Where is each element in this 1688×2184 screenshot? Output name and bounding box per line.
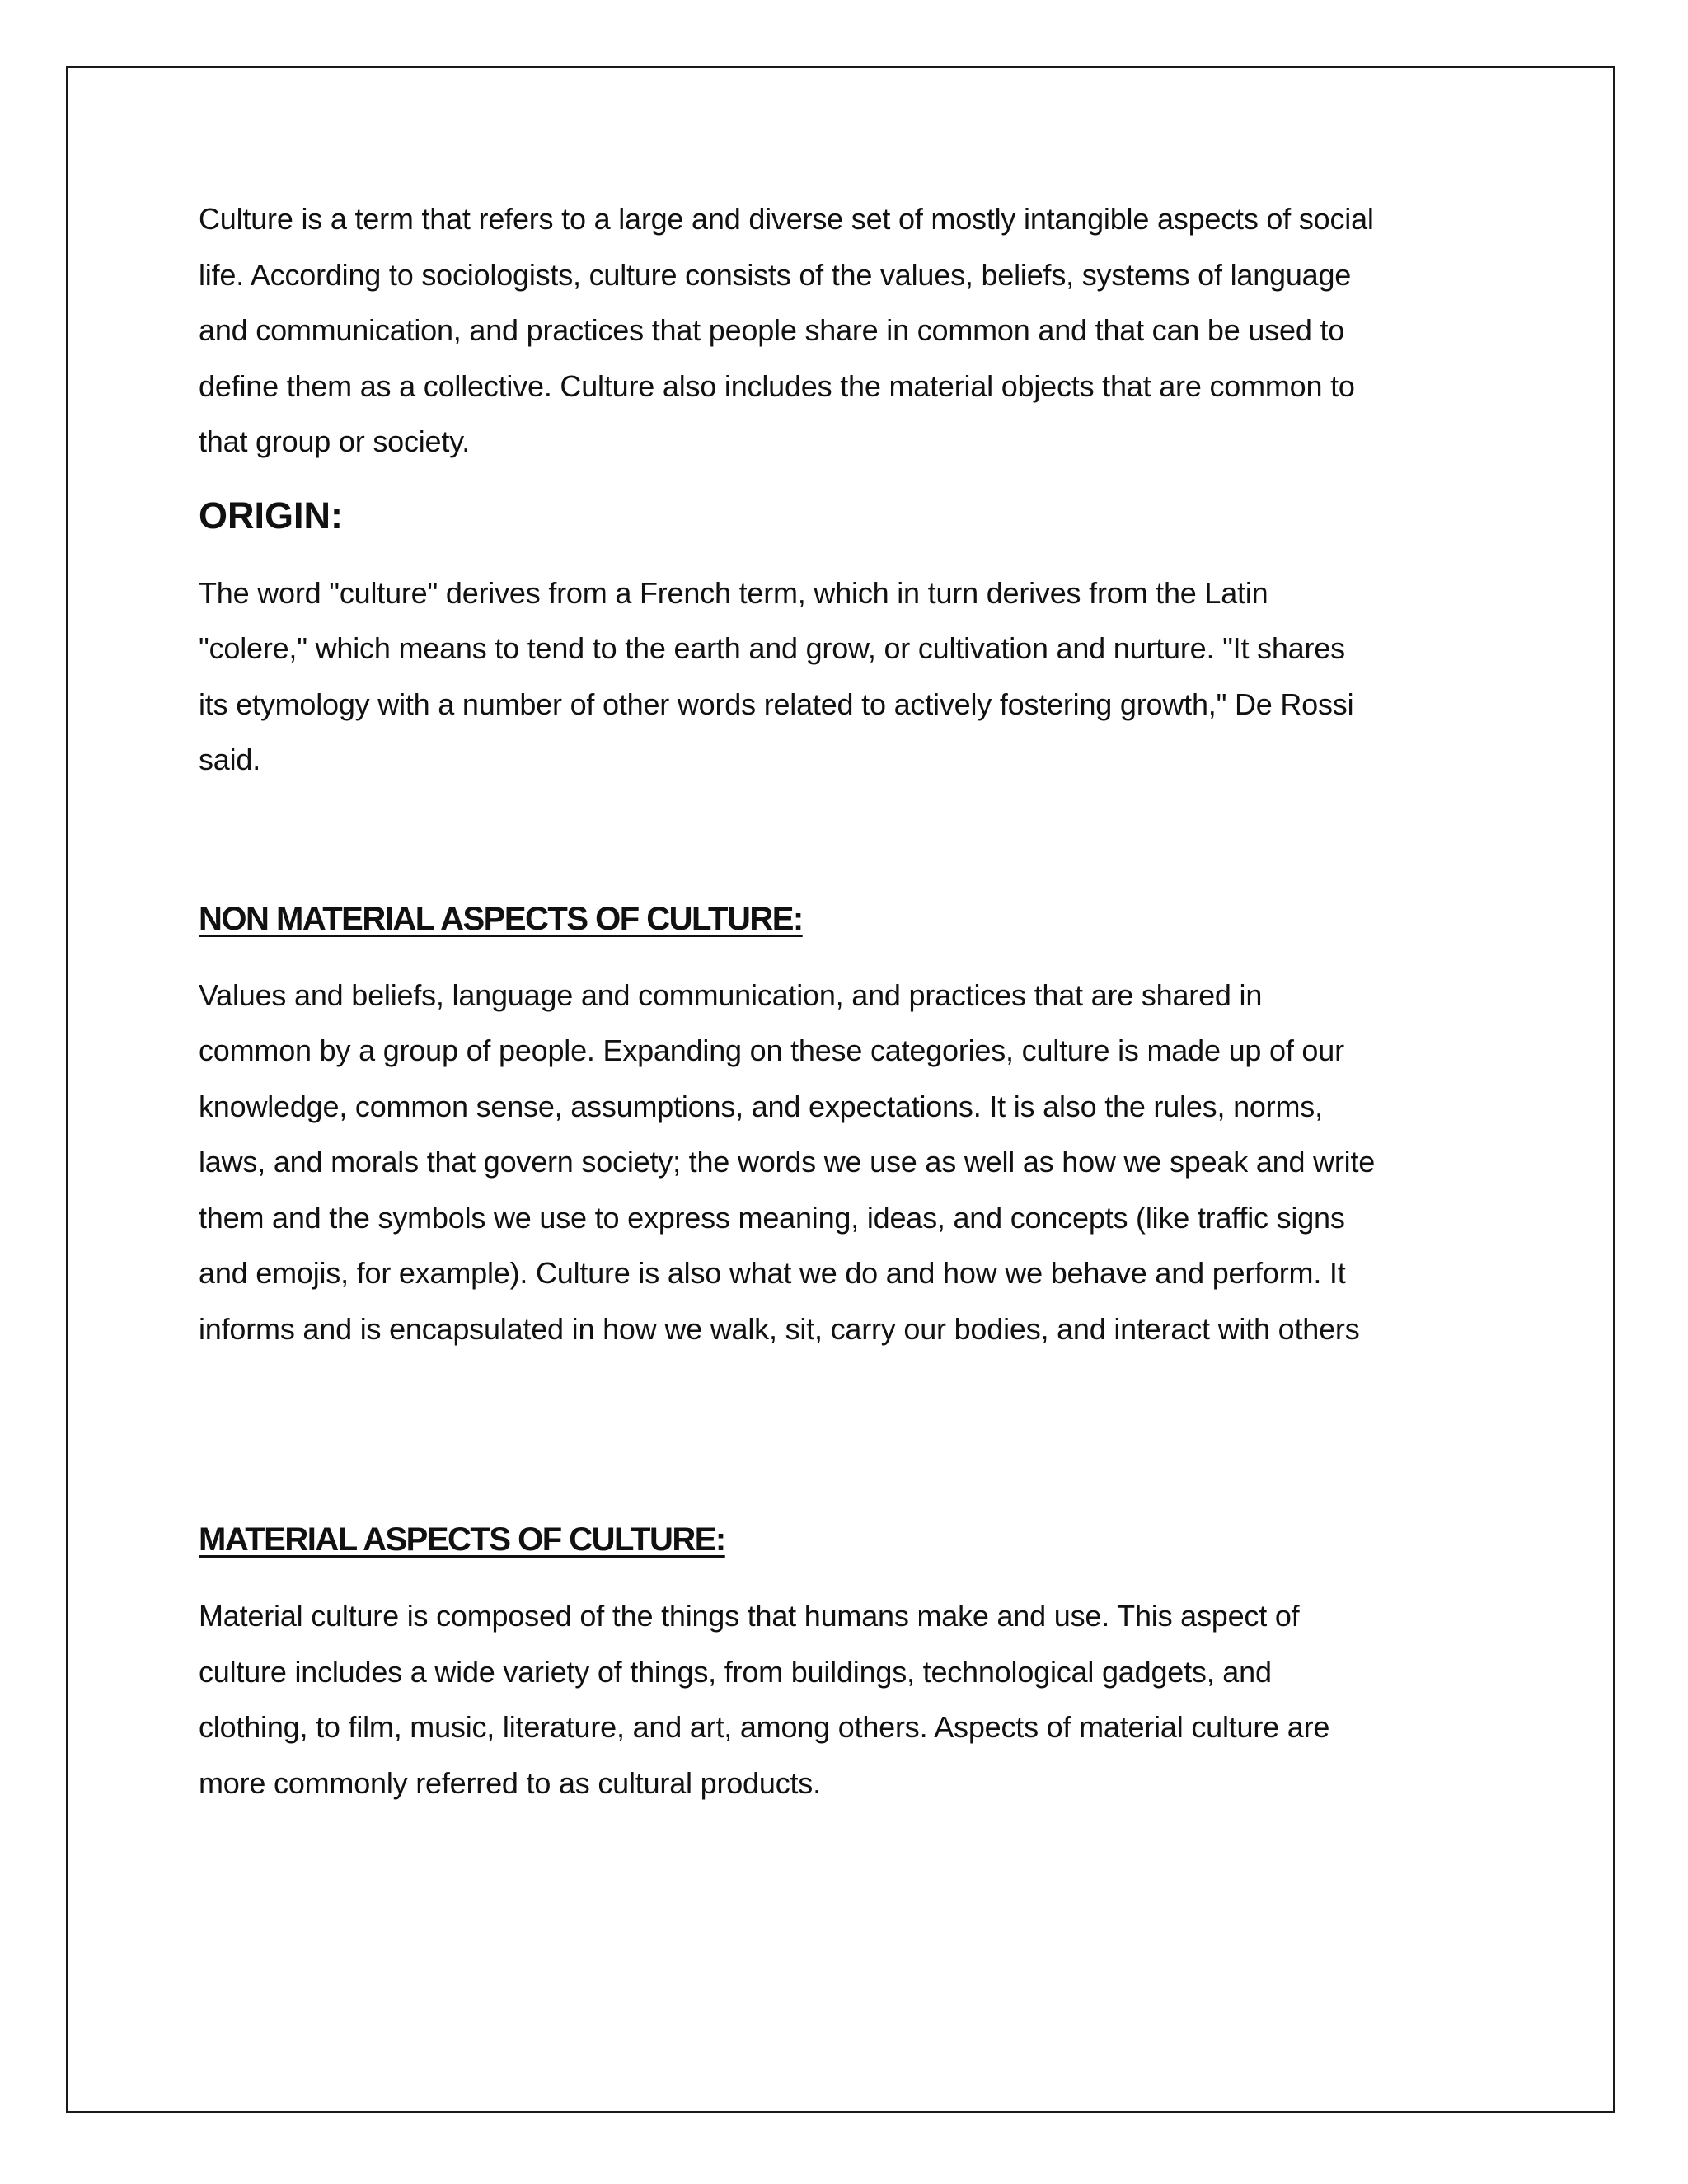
non-material-line: informs and is encapsulated in how we walk, sit, carry our bodies, and interact with others (199, 1311, 1360, 1346)
origin-paragraph (199, 565, 1493, 788)
non-material-line: laws, and morals that govern society; the words we use as well as how we speak and write (199, 1145, 1376, 1179)
non-material-line: common by a group of people. Expanding on these categories, culture is made up of our (199, 1033, 1344, 1067)
non-material-line: knowledge, common sense, assumptions, and expectations. It is also the rules, norms, (199, 1089, 1323, 1123)
origin-line: said. (199, 743, 261, 776)
non-material-line: and emojis, for example). Culture is also what we do and how we behave and perform. It (199, 1256, 1346, 1290)
material-line: clothing, to film, music, literature, and art, among others. Aspects of material culture are (199, 1710, 1330, 1744)
origin-line: its etymology with a number of other words related to actively fostering growth," De Rossi (199, 687, 1354, 721)
material-paragraph (199, 1588, 1493, 1811)
origin-heading: ORIGIN: (199, 494, 343, 537)
intro-paragraph (199, 191, 1493, 470)
material-line: Material culture is composed of the things that humans make and use. This aspect of (199, 1599, 1300, 1633)
intro-line: that group or society. (199, 424, 471, 458)
non-material-line: them and the symbols we use to express meaning, ideas, and concepts (like traffic signs (199, 1200, 1345, 1235)
non-material-paragraph (199, 968, 1493, 1357)
non-material-line: Values and beliefs, language and communication, and practices that are shared in (199, 977, 1263, 1012)
origin-line: The word "culture" derives from a French term, which in turn derives from the Latin (199, 575, 1268, 610)
non-material-heading: NON MATERIAL ASPECTS OF CULTURE: (199, 900, 803, 937)
material-heading: MATERIAL ASPECTS OF CULTURE: (199, 1521, 725, 1558)
intro-line: Culture is a term that refers to a large and diverse set of mostly intangible aspects of social (199, 202, 1374, 236)
intro-line: and communication, and practices that people share in common and that can be used to (199, 313, 1345, 347)
material-line: more commonly referred to as cultural products. (199, 1765, 821, 1800)
origin-line: "colere," which means to tend to the earth and grow, or cultivation and nurture. "It shares (199, 631, 1345, 665)
intro-line: define them as a collective. Culture also includes the material objects that are common to (199, 368, 1355, 403)
intro-line: life. According to sociologists, culture consists of the values, beliefs, systems of language (199, 257, 1352, 292)
material-line: culture includes a wide variety of things, from buildings, technological gadgets, and (199, 1654, 1272, 1689)
document-body (199, 191, 1493, 1811)
